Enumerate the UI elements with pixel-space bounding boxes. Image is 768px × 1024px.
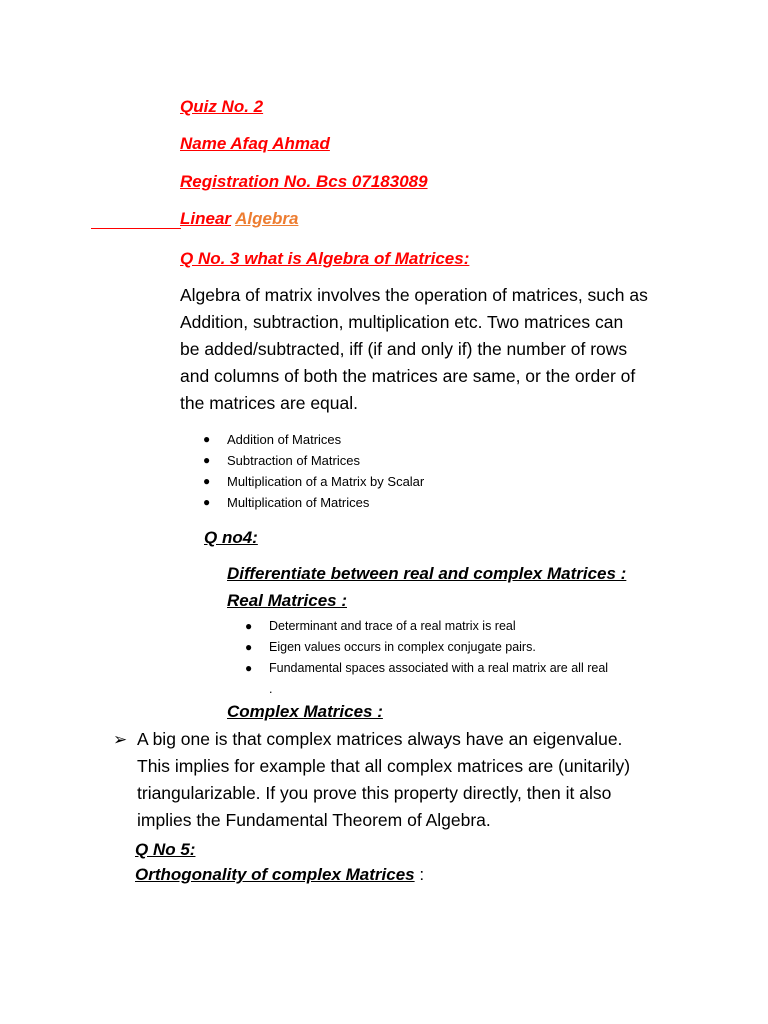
list-item-text: Multiplication of a Matrix by Scalar [227, 474, 425, 489]
q3-bullet-list [203, 429, 424, 513]
paragraph-line: A big one is that complex matrices always have an eigenvalue. [137, 729, 623, 749]
list-item-text: . [269, 682, 273, 696]
list-item-text: Multiplication of Matrices [227, 495, 370, 510]
bullet-icon: ● [245, 661, 253, 675]
paragraph-line: implies the Fundamental Theorem of Algebra. [137, 810, 491, 830]
list-item-text: Determinant and trace of a real matrix is real [269, 619, 516, 633]
paragraph-line: and columns of both the matrices are same, or the order of [180, 366, 636, 386]
student-name: Name Afaq Ahmad [180, 134, 330, 153]
bullet-icon: ● [245, 640, 253, 654]
paragraph-line: This implies for example that all complex matrices are (unitarily) [137, 756, 631, 776]
list-item-continuation [245, 679, 608, 700]
bullet-icon: ● [245, 619, 253, 633]
q3-paragraph [180, 282, 700, 417]
list-item [203, 471, 424, 492]
list-item [203, 429, 424, 450]
list-item-text: Fundamental spaces associated with a real matrix are all real [269, 661, 609, 675]
subject-prefix: Linear [180, 209, 232, 228]
q4-subtitle: Differentiate between real and complex Matrices : [227, 564, 627, 583]
list-item [203, 492, 424, 513]
list-item [203, 450, 424, 471]
underline-rule [91, 228, 181, 229]
q5-subtitle: Orthogonality of complex Matrices [135, 865, 415, 884]
real-matrices-heading: Real Matrices : [227, 591, 347, 610]
bullet-icon: ● [203, 453, 211, 467]
list-item [245, 658, 608, 679]
subject-title [180, 209, 298, 229]
q3-title: Q No. 3 what is Algebra of Matrices: [180, 249, 470, 268]
bullet-icon: ● [203, 432, 211, 446]
bullet-icon: ● [203, 474, 211, 488]
paragraph-line: Algebra of matrix involves the operation of matrices, such as [180, 285, 648, 305]
subject-highlight: Algebra [235, 209, 299, 228]
list-item-text: Addition of Matrices [227, 432, 342, 447]
complex-matrices-heading: Complex Matrices : [227, 702, 383, 721]
complex-matrices-item [113, 726, 753, 834]
paragraph-line: Addition, subtraction, multiplication etc. Two matrices can [180, 312, 624, 332]
list-item-text: Subtraction of Matrices [227, 453, 360, 468]
q5-subtitle-suffix: : [419, 865, 425, 884]
registration-number: Registration No. Bcs 07183089 [180, 172, 428, 191]
list-item-text: Eigen values occurs in complex conjugate pairs. [269, 640, 536, 654]
quiz-number: Quiz No. 2 [180, 97, 264, 116]
arrow-bullet-icon: ➢ [113, 730, 128, 749]
paragraph-line: triangularizable. If you prove this property directly, then it also [137, 783, 612, 803]
paragraph-line: the matrices are equal. [180, 393, 359, 413]
q5-title: Q No 5: [135, 840, 196, 859]
q5-subtitle-line [135, 865, 424, 885]
bullet-icon: ● [203, 495, 211, 509]
list-item [245, 616, 608, 637]
real-matrices-list [245, 616, 608, 700]
q4-title: Q no4: [204, 528, 258, 547]
list-item [245, 637, 608, 658]
paragraph-line: be added/subtracted, iff (if and only if) the number of rows [180, 339, 628, 359]
